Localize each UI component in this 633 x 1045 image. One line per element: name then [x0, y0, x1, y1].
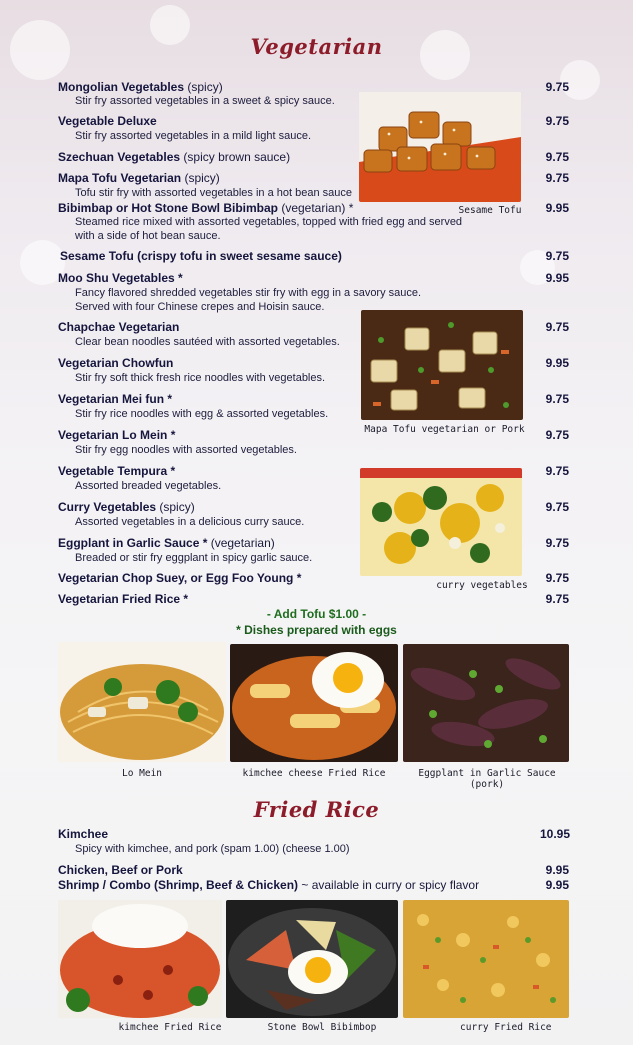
menu-item-desc: Served with four Chinese crepes and Hoisin sauce.: [75, 301, 325, 313]
menu-item-name: Vegetarian Chowfun: [58, 356, 174, 370]
mapa-tofu-photo: [361, 310, 523, 420]
menu-item-name: Eggplant in Garlic Sauce * (vegetarian): [58, 536, 275, 550]
menu-item-desc: Stir fry assorted vegetables in a sweet & spicy sauce.: [75, 95, 335, 107]
lo-mein-photo: [58, 642, 226, 762]
menu-item-price: 9.75: [545, 320, 569, 334]
curry-vegetables-photo: [360, 468, 522, 576]
sesame-tofu-photo: [359, 92, 521, 202]
stone-bowl-bibimbop-photo: [226, 900, 398, 1018]
menu-item-price: 9.95: [545, 356, 569, 370]
menu-item-price: 9.75: [545, 571, 569, 585]
curry-fried-rice-photo: [403, 900, 569, 1018]
menu-item-price: 9.75: [545, 80, 569, 94]
section-title-fried-rice: Fried Rice: [253, 797, 380, 822]
menu-item-price: 9.75: [545, 464, 569, 478]
menu-item-price: 9.95: [545, 863, 569, 877]
menu-item-desc: Tofu stir fry with assorted vegetables in a hot bean sauce: [75, 187, 352, 199]
menu-item-desc: Stir fry rice noodles with egg & assorted vegetables.: [75, 408, 329, 420]
photo-caption: kimchee cheese Fried Rice: [242, 768, 386, 779]
menu-item-price: 9.95: [545, 271, 569, 285]
photo-caption: Stone Bowl Bibimbop: [267, 1022, 377, 1033]
menu-item-desc: Spicy with kimchee, and pork (spam 1.00) (cheese 1.00): [75, 843, 350, 855]
menu-item-desc: Stir fry egg noodles with assorted vegetables.: [75, 444, 297, 456]
photo-caption: Mapa Tofu vegetarian or Pork: [364, 424, 525, 435]
menu-item-price: 9.75: [545, 114, 569, 128]
menu-item-name: Shrimp / Combo (Shrimp, Beef & Chicken) ~ available in curry or spicy flavor: [58, 878, 480, 892]
egg-note: * Dishes prepared with eggs: [236, 623, 397, 637]
menu-item-name: Chicken, Beef or Pork: [58, 863, 183, 877]
menu-item-desc: Fancy flavored shredded vegetables stir fry with egg in a savory sauce.: [75, 287, 422, 299]
kimchee-fried-rice-photo: [58, 900, 222, 1018]
menu-item-price: 9.75: [545, 171, 569, 185]
menu-item-desc: Clear bean noodles sautéed with assorted vegetables.: [75, 336, 340, 348]
menu-item-desc: Breaded or stir fry eggplant in spicy garlic sauce.: [75, 552, 313, 564]
photo-caption: curry Fried Rice: [460, 1022, 552, 1033]
menu-item-price: 9.95: [545, 201, 569, 215]
menu-item-price: 9.75: [545, 249, 569, 263]
menu-item-price: 9.75: [545, 150, 569, 164]
menu-item-name: Vegetarian Mei fun *: [58, 392, 173, 406]
menu-item-name: Moo Shu Vegetables *: [58, 271, 183, 285]
section-title-vegetarian: Vegetarian: [250, 34, 383, 59]
menu-item-name: Vegetable Tempura *: [58, 464, 176, 478]
menu-item-name: Szechuan Vegetables (spicy brown sauce): [58, 150, 291, 164]
menu-item-name: Kimchee: [58, 827, 109, 841]
menu-item-price: 9.75: [545, 592, 569, 606]
menu-item-name: Curry Vegetables (spicy): [58, 500, 195, 514]
add-tofu-note: - Add Tofu $1.00 -: [266, 607, 367, 621]
menu-item-name: Mongolian Vegetables (spicy): [58, 80, 223, 94]
menu-item-price: 9.75: [545, 536, 569, 550]
menu-item-name: Vegetarian Chop Suey, or Egg Foo Young *: [58, 571, 302, 585]
menu-item-name: Chapchae Vegetarian: [58, 320, 180, 334]
menu-item-name: Mapa Tofu Vegetarian (spicy): [58, 171, 220, 185]
menu-item-desc: Steamed rice mixed with assorted vegetables, topped with fried egg and served: [75, 216, 463, 228]
photo-caption: Sesame Tofu: [458, 205, 522, 216]
photo-caption: Eggplant in Garlic Sauce (pork): [418, 768, 556, 790]
menu-item-name: Vegetarian Lo Mein *: [58, 428, 176, 442]
menu-item-name: Vegetable Deluxe: [58, 114, 157, 128]
photo-caption: kimchee Fried Rice: [118, 1022, 222, 1033]
menu-item-price: 9.95: [545, 878, 569, 892]
photo-caption: Lo Mein: [121, 768, 163, 779]
menu-item-name: Bibimbap or Hot Stone Bowl Bibimbap (vegetarian) *: [58, 201, 354, 215]
menu-item-name: Sesame Tofu (crispy tofu in sweet sesame sauce): [60, 249, 342, 263]
menu-item-price: 9.75: [545, 392, 569, 406]
photo-caption: curry vegetables: [436, 580, 528, 591]
menu-item-desc: Assorted breaded vegetables.: [75, 480, 222, 492]
menu-item-price: 9.75: [545, 500, 569, 514]
menu-item-desc: Stir fry assorted vegetables in a mild light sauce.: [75, 130, 312, 142]
menu-item-name: Vegetarian Fried Rice *: [58, 592, 189, 606]
menu-item-price: 9.75: [545, 428, 569, 442]
menu-item-desc: Stir fry soft thick fresh rice noodles with vegetables.: [75, 372, 326, 384]
menu-item-price: 10.95: [539, 827, 570, 841]
kimchee-cheese-fried-rice-photo: [230, 644, 398, 762]
menu-item-desc: Assorted vegetables in a delicious curry sauce.: [75, 516, 305, 528]
menu-item-desc: with a side of hot bean sauce.: [75, 230, 221, 242]
eggplant-garlic-sauce-photo: [403, 644, 569, 762]
